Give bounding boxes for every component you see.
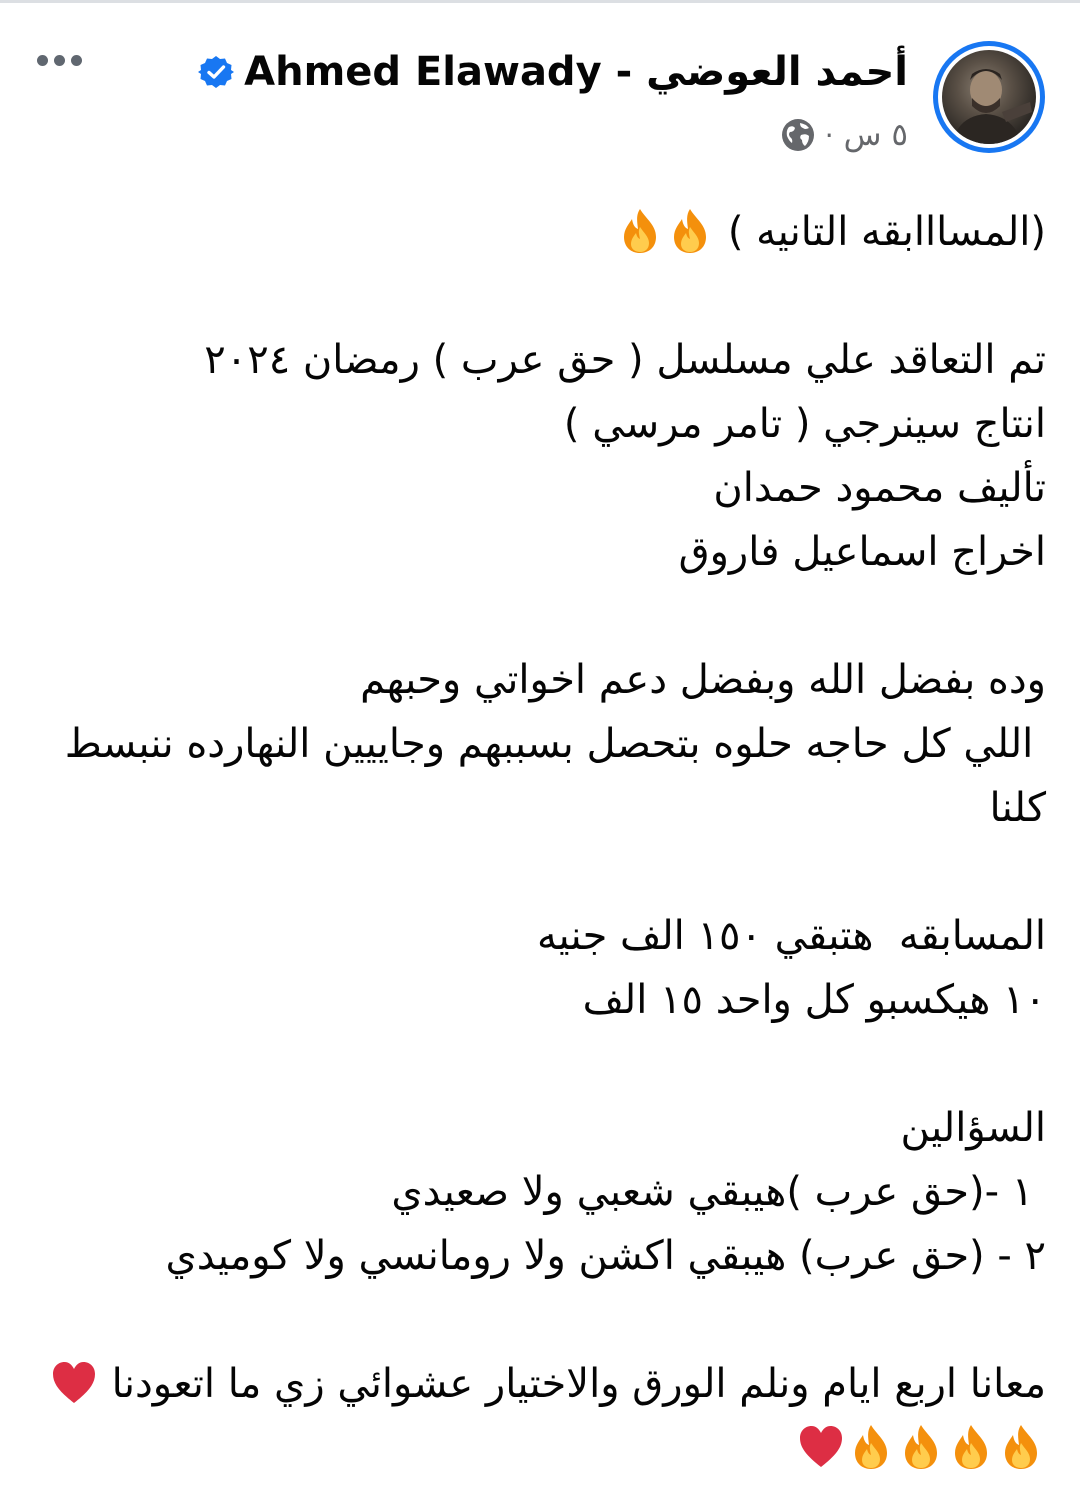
post-line: (المسااابقه التانيه ) (40, 200, 1046, 264)
post-line: وده بفضل الله وبفضل دعم اخواتي وحبهم (360, 657, 1046, 703)
post-header (0, 0, 1080, 170)
fire-emoji (666, 207, 714, 255)
post-line: ١ -(حق عرب )هيبقي شعبي ولا صعيدي (391, 1169, 1046, 1215)
post-line: تم التعاقد علي مسلسل ( حق عرب ) رمضان ٢٠٢٤ (204, 337, 1046, 383)
red-heart-emoji (50, 1359, 98, 1407)
post-line: تأليف محمود حمدان (713, 465, 1046, 511)
fire-emoji (847, 1423, 895, 1471)
post-line: كلنا (989, 785, 1046, 831)
meta-separator: · (824, 118, 834, 152)
fire-emoji (997, 1423, 1045, 1471)
author-name[interactable]: أحمد العوضي - Ahmed Elawady (244, 49, 908, 95)
author-row (198, 44, 908, 100)
fire-emoji (616, 207, 664, 255)
fire-emoji (897, 1423, 945, 1471)
fire-emoji (947, 1423, 995, 1471)
post-line: انتاج سينرجي ( تامر مرسي ) (563, 401, 1046, 447)
more-options-button[interactable] (28, 40, 90, 80)
verified-badge-icon (198, 54, 234, 90)
post-line: المسابقه هتبقي ١٥٠ الف جنيه (537, 913, 1046, 959)
post-timestamp[interactable]: ٥ س (843, 117, 908, 153)
globe-icon[interactable] (781, 118, 815, 152)
post-line: ١٠ هيكسبو كل واحد ١٥ الف (582, 977, 1046, 1023)
post-line: اخراج اسماعيل فاروق (678, 529, 1046, 575)
post-text (40, 200, 1046, 1480)
emoji-line (40, 1416, 1046, 1480)
post-line: اللي كل حاجه حلوه بتحصل بسببهم وجاييين النهارده ننبسط (64, 721, 1046, 767)
post-meta (781, 112, 908, 158)
post-line: ٢ - (حق عرب) هيبقي اكشن ولا رومانسي ولا كوميدي (165, 1233, 1046, 1279)
red-heart-emoji (797, 1423, 845, 1471)
more-options-icon (37, 55, 48, 66)
post-line: معانا اربع ايام ونلم الورق والاختيار عشوائي زي ما اتعودنا (40, 1352, 1046, 1416)
post-line: السؤالين (900, 1105, 1046, 1151)
avatar-photo (942, 50, 1036, 144)
author-avatar[interactable] (933, 41, 1045, 153)
